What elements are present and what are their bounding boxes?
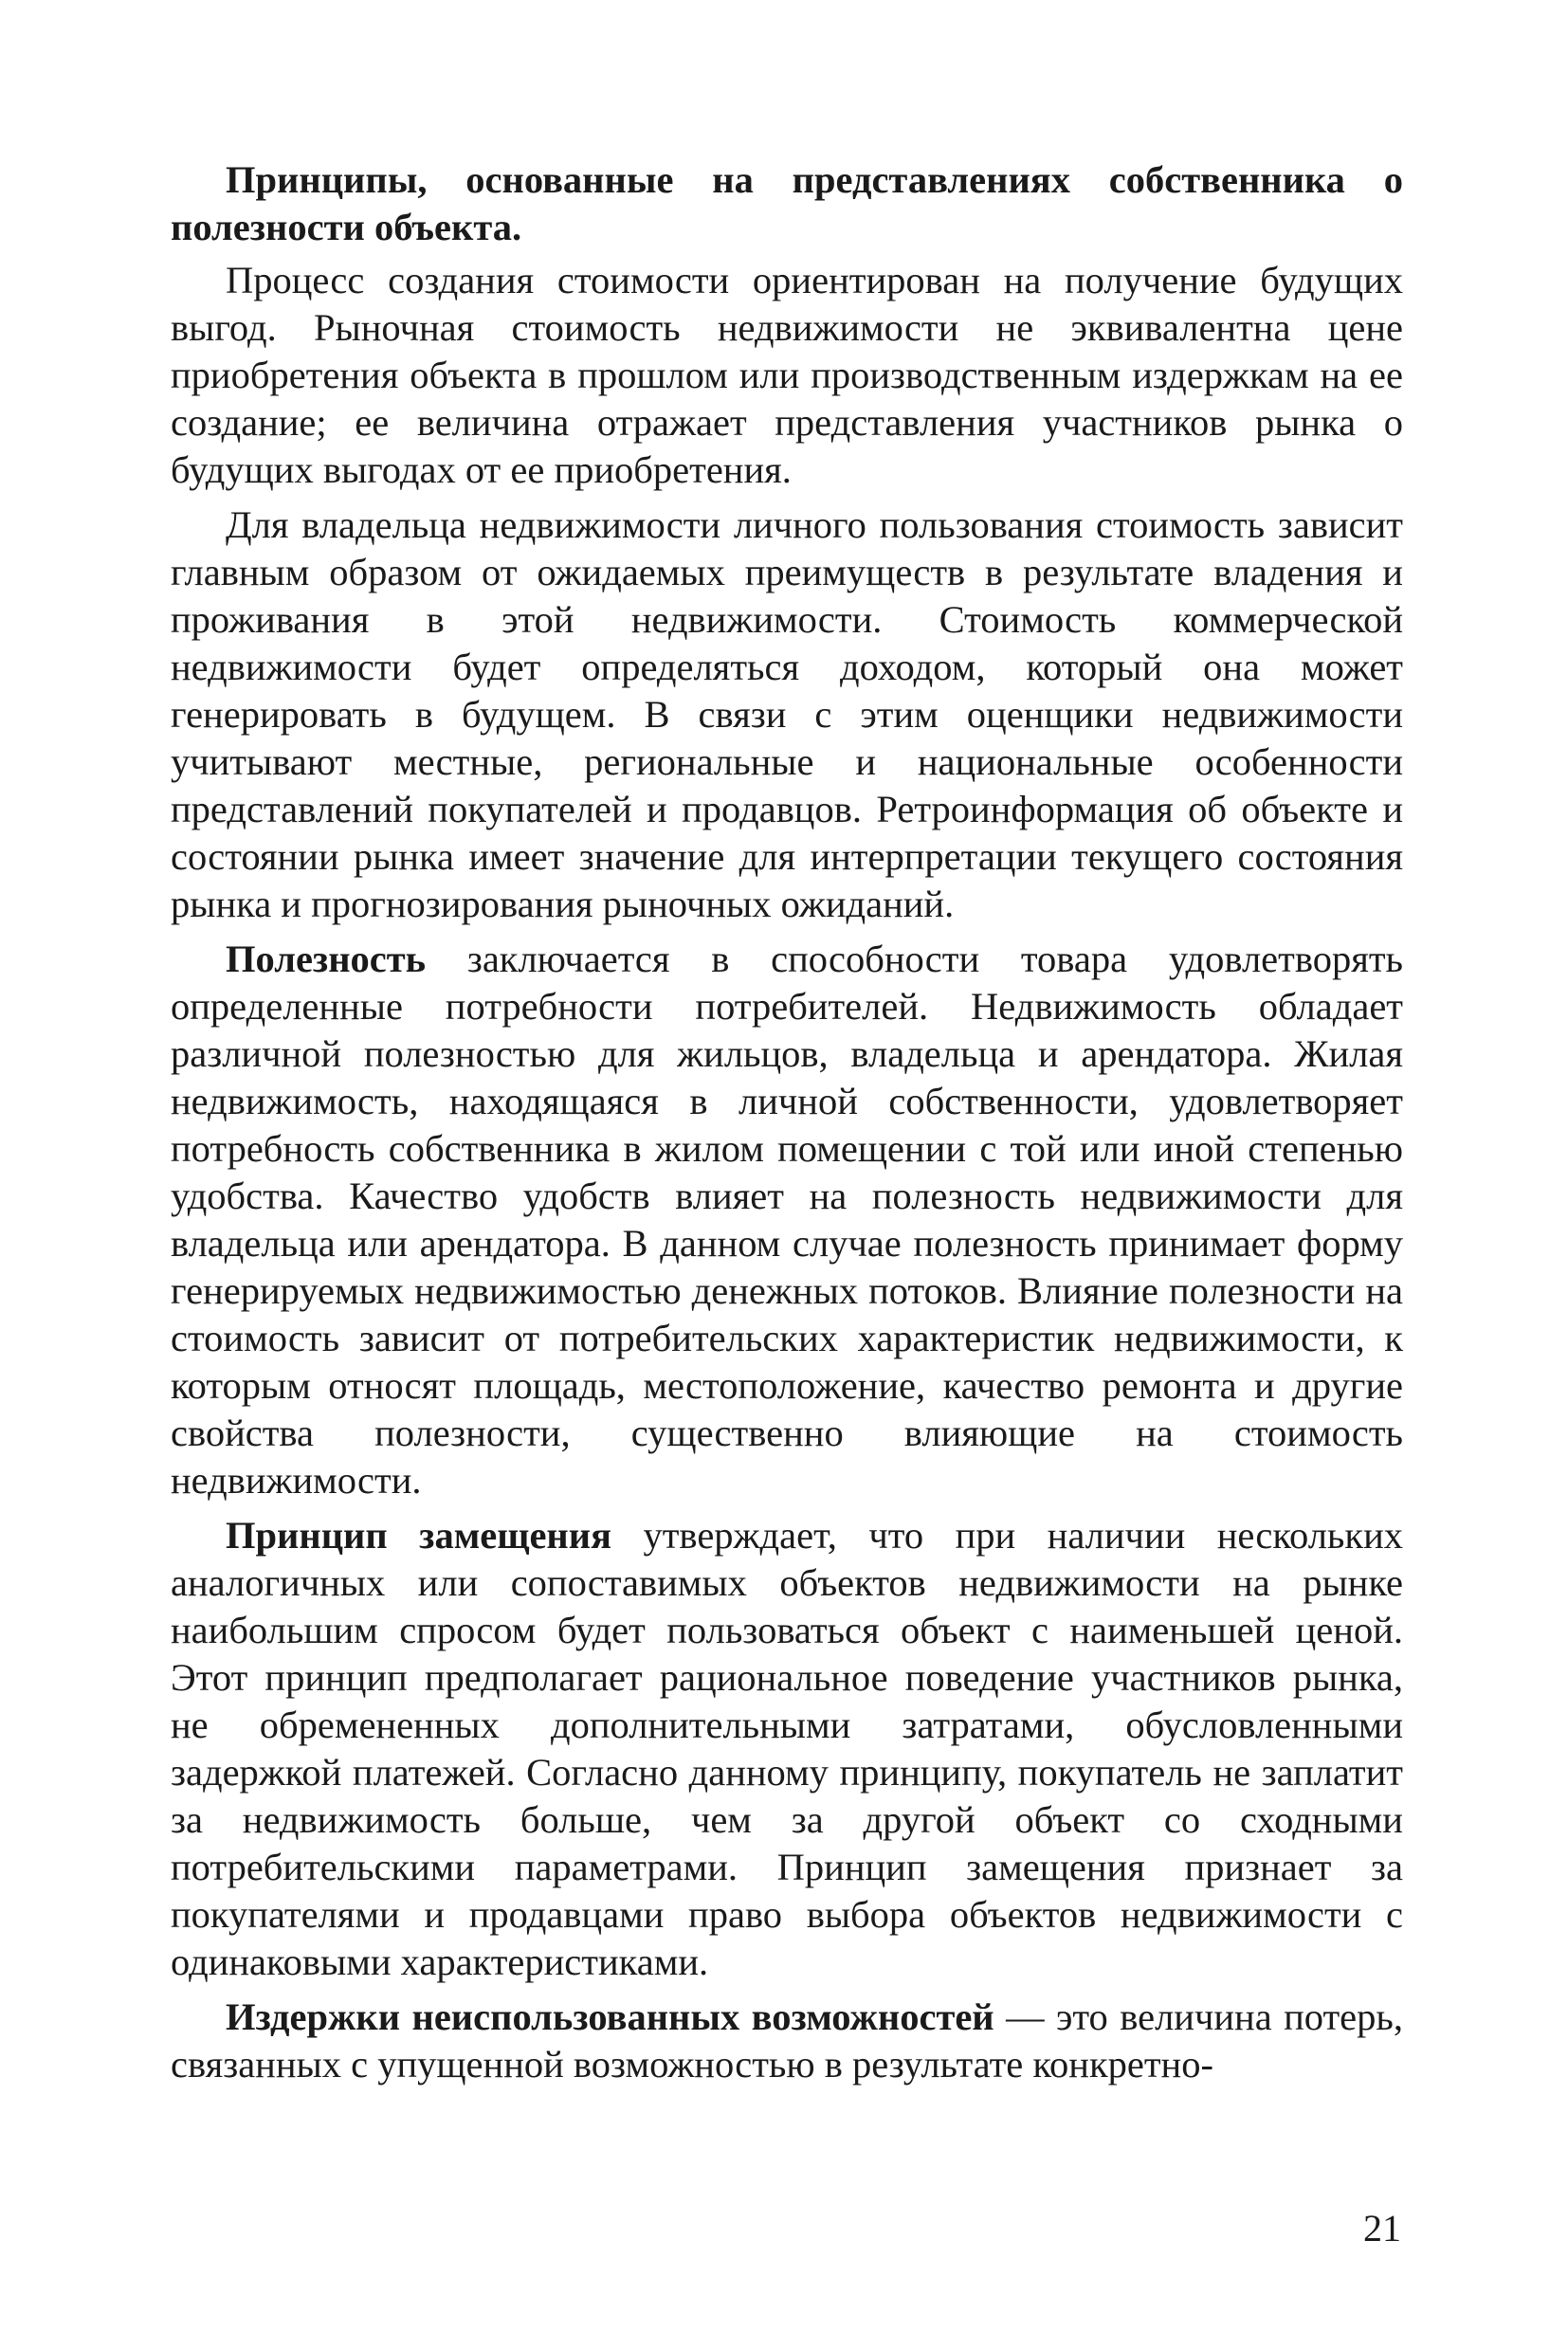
term-substitution: Принцип замещения (226, 1514, 612, 1557)
paragraph-substitution-text: утверждает, что при наличии нескольких аналогичных или сопоставимых объектов недвижимости на рынке наибольшим спросом будет пользоваться объект с наименьшей ценой. Этот принцип предполагает рациональное поведение участников рынка, не обремененных дополнительными затратами, обусловленными задержкой платежей. Согласно данному принципу, покупатель не заплатит за недвижимость больше, чем за другой объект со сходными потребительскими параметрами. Принцип замещения признает за покупателями и продавцами право выбора объектов недвижимости с одинаковыми характеристиками. (171, 1514, 1403, 1983)
paragraph-utility-text: заключается в способности товара удовлетворять определенные потребности потребителей. Недвижимость обладает различной полезностью для жильцов, владельца и арендатора. Жилая недвижимость, находящаяся в личной собственности, удовлетворяет потребность собственника в жилом помещении с той или иной степенью удобства. Качество удобств влияет на полезность недвижимости для владельца или арендатора. В данном случае полезность принимает форму генерируемых недвижимостью денежных потоков. Влияние полезности на стоимость зависит от потребительских характеристик недвижимости, к которым относят площадь, местоположение, качество ремонта и другие свойства полезности, существенно влияющие на стоимость недвижимости. (171, 938, 1403, 1502)
paragraph-substitution (171, 1512, 1403, 1986)
paragraph-utility (171, 936, 1403, 1504)
page-number: 21 (1363, 2207, 1401, 2250)
page-body (171, 156, 1403, 2096)
paragraph-opportunity-cost (171, 1994, 1403, 2088)
section-heading: Принципы, основанные на представлениях собственника о полезности объекта. (171, 158, 1403, 248)
term-utility: Полезность (226, 938, 427, 980)
term-opportunity-cost: Издержки неиспользованных возможностей (226, 1995, 994, 2038)
paragraph-future-benefits: Процесс создания стоимости ориентирован на получение будущих выгод. Рыночная стоимость недвижимости не эквивалентна цене приобретения объекта в прошлом или производственным издержкам на ее создание; ее величина отражает представления участников рынка о будущих выгодах от ее приобретения. (171, 259, 1403, 491)
paragraph-owner-value: Для владельца недвижимости личного пользования стоимость зависит главным образом от ожидаемых преимуществ в результате владения и проживания в этой недвижимости. Стоимость коммерческой недвижимости будет определяться доходом, который она может генерировать в будущем. В связи с этим оценщики недвижимости учитывают местные, региональные и национальные особенности представлений покупателей и продавцов. Ретроинформация об объекте и состоянии рынка имеет значение для интерпретации текущего состояния рынка и прогнозирования рыночных ожиданий. (171, 503, 1403, 925)
paragraph-opportunity-cost-text: — это величина потерь, связанных с упущенной возможностью в результате конкретно- (171, 1995, 1403, 2086)
